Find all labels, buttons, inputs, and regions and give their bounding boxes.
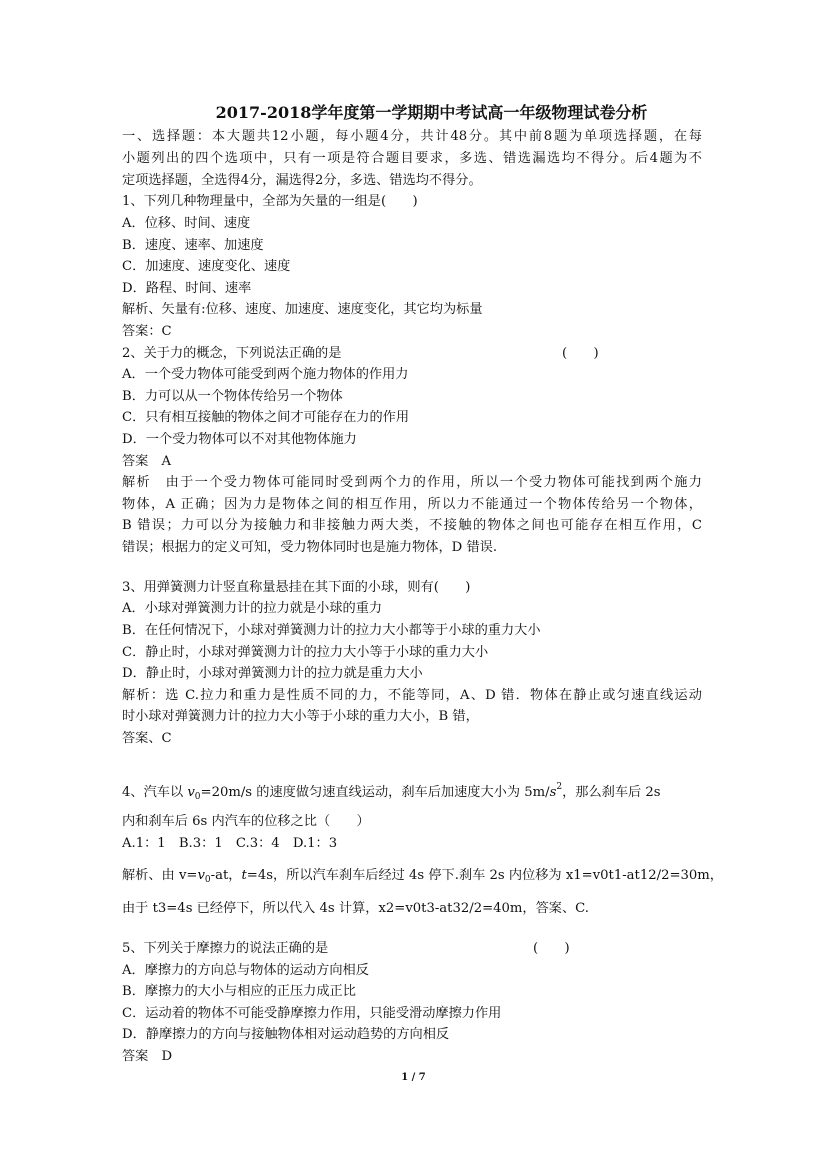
question-1-option: A．位移、时间、速度: [122, 216, 251, 231]
velocity-symbol: v: [197, 868, 205, 883]
question-2-option: C．只有相互接触的物体之间才可能存在力的作用: [122, 410, 410, 425]
question-3-analysis: 解析：选 C.拉力和重力是性质不同的力，不能等同，A、D 错．物体在静止或匀速直线运动: [122, 688, 702, 703]
seconds-symbol: s: [549, 785, 557, 800]
subscript-zero: 0: [204, 875, 211, 885]
question-4-analysis-part: 解析、由 v=: [122, 868, 198, 883]
question-4-stem-cont: 内和刹车后 6s 内汽车的位移之比（ ）: [122, 814, 370, 829]
question-4-analysis-cont: 由于 t3=4s 已经停下，所以代入 4s 计算，x2=v0t3-at32/2=40m，答案、C.: [122, 901, 589, 916]
question-2-analysis: 物体，A 正确；因为力是物体之间的相互作用，所以力不能通过一个物体传给另一个物体，: [122, 497, 702, 512]
question-4-stem-part: 4、汽车以: [122, 785, 188, 800]
subscript-zero: 0: [194, 792, 201, 802]
superscript-two: 2: [556, 782, 563, 792]
question-2-option: D．一个受力物体可以不对其他物体施力: [122, 432, 357, 447]
question-5-stem: 5、下列关于摩擦力的说法正确的是: [122, 941, 329, 956]
question-1-answer: 答案：C: [122, 324, 172, 339]
question-3-stem: 3、用弹簧测力计竖直称量悬挂在其下面的小球，则有( ): [122, 580, 471, 595]
question-4-stem: [122, 779, 661, 806]
question-2-analysis: 错误；根据力的定义可知，受力物体同时也是施力物体，D 错误.: [122, 540, 498, 555]
question-3-answer: 答案、C: [122, 731, 172, 746]
question-1-option: C．加速度、速度变化、速度: [122, 259, 291, 274]
question-2-option: B．力可以从一个物体传给另一个物体: [122, 389, 343, 404]
question-4-stem-part: =20m/s 的速度做匀速直线运动，刹车后加速度大小为 5m/: [200, 785, 550, 800]
question-5-option: B．摩擦力的大小与相应的正压力成正比: [122, 984, 356, 999]
question-2-paren: ( ): [562, 346, 599, 361]
question-3-option: D．静止时，小球对弹簧测力计的拉力就是重力大小: [122, 666, 423, 681]
question-3-option: C．静止时，小球对弹簧测力计的拉力大小等于小球的重力大小: [122, 645, 489, 660]
question-2-option: A．一个受力物体可能受到两个施力物体的作用力: [122, 367, 409, 382]
page-number: 1 / 7: [401, 1072, 426, 1083]
page-title: 2017-2018学年度第一学期期中考试高一年级物理试卷分析: [215, 103, 648, 122]
question-2-analysis: B 错误；力可以分为接触力和非接触力两大类，不接触的物体之间也可能存在相互作用，C: [122, 518, 702, 533]
intro-line: 定项选择题，全选得4分，漏选得2分，多选、错选均不得分。: [122, 173, 482, 188]
question-3-option: B．在任何情况下，小球对弹簧测力计的拉力大小都等于小球的重力大小: [122, 623, 541, 638]
question-2-analysis: 解析 由于一个受力物体可能同时受到两个力的作用，所以一个受力物体可能找到两个施力: [122, 475, 702, 490]
question-1-stem: 1、下列几种物理量中，全部为矢量的一组是( ): [122, 194, 418, 209]
question-5-option: C．运动着的物体不可能受静摩擦力作用，只能受滑动摩擦力作用: [122, 1006, 502, 1021]
intro-line: 一、选择题：本大题共12小题，每小题4分，共计48分。其中前8题为单项选择题，在每: [122, 129, 702, 144]
velocity-symbol: v: [187, 785, 195, 800]
question-1-option: B．速度、速率、加速度: [122, 238, 264, 253]
question-4-analysis-part: =4s，所以汽车刹车后经过 4s 停下.刹车 2s 内位移为 x1=v0t1-at12/2=30m，: [246, 868, 723, 883]
intro-line: 小题列出的四个选项中，只有一项是符合题目要求，多选、错选漏选均不得分。后4题为不: [122, 151, 702, 166]
question-5-option: A．摩擦力的方向总与物体的运动方向相反: [122, 963, 369, 978]
question-3-analysis: 时小球对弹簧测力计的拉力大小等于小球的重力大小，B 错，: [122, 709, 479, 724]
question-2-stem: 2、关于力的概念，下列说法正确的是: [122, 346, 342, 361]
question-1-option: D．路程、时间、速率: [122, 281, 252, 296]
question-4-options: A.1：1 B.3：1 C.3：4 D.1：3: [122, 836, 338, 851]
question-1-analysis: 解析、矢量有:位移、速度、加速度、速度变化，其它均为标量: [122, 302, 483, 317]
time-symbol: t: [241, 868, 247, 883]
question-4-stem-part: ，那么刹车后 2s: [562, 785, 661, 800]
question-5-answer: 答案 D: [122, 1049, 173, 1064]
question-4-analysis-part: -at，: [210, 868, 242, 883]
question-2-answer: 答案 A: [122, 454, 172, 469]
question-3-option: A．小球对弹簧测力计的拉力就是小球的重力: [122, 601, 383, 616]
question-5-option: D．静摩擦力的方向与接触物体相对运动趋势的方向相反: [122, 1027, 450, 1042]
question-4-analysis: [122, 867, 723, 889]
question-5-paren: ( ): [533, 941, 570, 956]
